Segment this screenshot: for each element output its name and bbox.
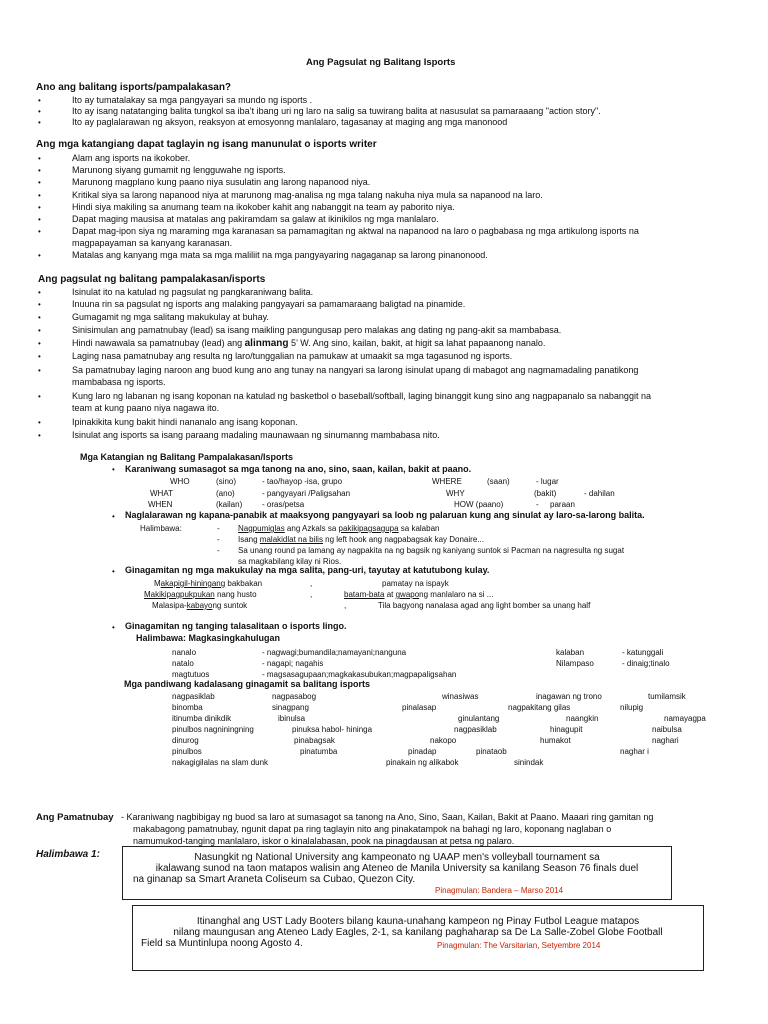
text-fragment: nang husto	[214, 590, 257, 599]
list-item: Hindi siya makiling sa anumang team na ikokober kahit ang nabanggit na team ay paborito niya.	[72, 202, 455, 212]
synonym-cell: nanalo	[172, 648, 197, 657]
katangian-item-4: Ginagamitan ng tanging talasalitaan o isports lingo.	[125, 621, 347, 631]
synonym-cell: natalo	[172, 659, 194, 668]
emphasis-word: alinmang	[244, 338, 289, 349]
verb-cell: dinurog	[172, 736, 199, 745]
verb-cell: nagpasiklab	[172, 692, 215, 701]
wh-cell: WHEN	[148, 500, 173, 509]
underlined-word: gwapo	[395, 590, 420, 599]
bullet-icon: •	[38, 392, 41, 401]
katangian-item-2: Naglalarawan ng kapana-panabik at maaksyong pangyayari sa loob ng palaruan kung ang sinulat ay laro-sa-larong balita.	[125, 510, 645, 520]
list-item: Alam ang isports na ikokober.	[72, 153, 191, 163]
text-fragment: Isang	[238, 535, 260, 544]
verb-cell: nakagigilalas na slam dunk	[172, 758, 269, 767]
bullet-icon: •	[38, 96, 41, 105]
synonym-cell: magtutuos	[172, 670, 210, 679]
list-item: Ipinakikita kung bakit hindi nananalo ang isang koponan.	[72, 417, 298, 427]
verb-cell: sinagpang	[272, 703, 309, 712]
list-item-continued: team at kung paano niya nagawa ito.	[72, 403, 220, 413]
list-item: Kritikal siya sa larong napanood niya at marunong mag-analisa ng mga talang nakuha niya mula sa napanood na laro.	[72, 190, 543, 200]
list-item: Dapat mag-ipon siya ng maraming mga karanasan sa pamamagitan ng aktwal na napanood na laro o pagbabasa ng mga artikulong isports na	[72, 226, 639, 236]
bullet-icon: •	[38, 107, 41, 116]
verb-cell: naghari	[652, 736, 679, 745]
bullet-icon: •	[38, 191, 41, 200]
underlined-word: malakidlat na bilis	[259, 535, 323, 544]
bullet-icon: •	[112, 623, 115, 632]
bullet-icon: •	[38, 366, 41, 375]
katangian-heading: Mga Katangian ng Balitang Pampalakasan/Isports	[80, 452, 294, 462]
bullet-icon: •	[38, 288, 41, 297]
text-fragment: ng manlalaro na si ...	[419, 590, 494, 599]
section2-heading: Ang mga katangiang dapat taglayin ng isang manunulat o isports writer	[36, 139, 377, 150]
bullet-icon: •	[38, 431, 41, 440]
colorful-phrase	[154, 578, 262, 589]
bullet-icon: •	[38, 203, 41, 212]
source-credit: Pinagmulan: Bandera – Marso 2014	[435, 886, 564, 895]
pamatnubay-line: - Karaniwang nagbibigay ng buod sa laro at sumasagot sa tanong na Ano, Sino, Saan, Kailan, Bakit at Paano. Maaari ring gamitan ng	[121, 812, 654, 822]
underlined-word: batam-bata	[344, 590, 385, 599]
synonym-cell: Nilampaso	[556, 659, 594, 668]
page-title: Ang Pagsulat ng Balitang Isports	[306, 57, 456, 68]
text-fragment: ang Azkals sa	[284, 524, 339, 533]
colorful-phrase	[144, 589, 257, 600]
verb-cell: pinuksa habol- hininga	[292, 725, 373, 734]
underlined-word: pakikipagsagupa	[338, 524, 399, 533]
verb-cell: nakopo	[430, 736, 457, 745]
verb-cell: pinadap	[408, 747, 437, 756]
bullet-icon: •	[38, 326, 41, 335]
verb-cell: ibinulsa	[278, 714, 306, 723]
synonym-cell: kalaban	[556, 648, 585, 657]
verb-cell: winasiwas	[442, 692, 479, 701]
colorful-phrase: Tila bagyong nanalasa agad ang light bomber sa unang half	[378, 601, 591, 610]
pandiwa-heading: Mga pandiwang kadalasang ginagamit sa balitang isports	[124, 679, 371, 689]
wh-cell: WHERE	[432, 477, 462, 486]
bullet-icon: •	[38, 300, 41, 309]
bullet-icon: •	[38, 227, 41, 236]
list-item-continued: mambabasa ng isports.	[72, 377, 166, 387]
wh-cell: (bakit)	[534, 489, 557, 498]
bullet-icon: •	[38, 166, 41, 175]
wh-cell: paraan	[550, 500, 575, 509]
wh-cell: (saan)	[487, 477, 510, 486]
bullet-icon: •	[38, 251, 41, 260]
list-item: Ito ay tumatalakay sa mga pangyayari sa mundo ng isports .	[72, 95, 313, 105]
verb-cell: pinataob	[476, 747, 507, 756]
verb-cell: naangkin	[566, 714, 599, 723]
example-line	[238, 534, 484, 545]
comma: ,	[310, 590, 313, 599]
text-fragment: at	[384, 590, 396, 599]
list-item: Kung laro ng labanan ng isang koponan na katulad ng basketbol o baseball/softball, laging binanggit kung sino ang nagpapanalo sa nabanggit na	[72, 391, 651, 401]
verb-cell: pinulbos nagniningning	[172, 725, 254, 734]
underlined-word: akapigil-hiningang	[160, 579, 226, 588]
pamatnubay-line: makabagong pamatnubay, ngunit dapat pa ring taglayin nito ang pinakatampok na bahagi ng laro, koponang naglaban o	[133, 824, 612, 834]
list-item-text: 5’ W. Ang sino, kailan, bakit, at higit sa lahat papaanong nanalo.	[291, 338, 546, 348]
comma: ,	[310, 579, 313, 588]
text-fragment: M	[154, 579, 161, 588]
colorful-phrase	[152, 600, 247, 611]
example-text: Nasungkit ng National University ang kampeonato ng UAAP men's volleyball tournament sa	[194, 852, 600, 863]
dash-icon: -	[217, 524, 220, 533]
pamatnubay-line: namumukod-tanging manlalaro, iskor o kinalalabasan, pook na pinagdausan at petsa ng palaro.	[133, 836, 515, 846]
list-item: Sa pamatnubay laging naroon ang buod kung ano ang tunay na nangyari sa larong isinulat upang di mabagot ang nagmamadaling panatikong	[72, 365, 639, 375]
list-item: Gumagamit ng mga salitang makukulay at buhay.	[72, 312, 269, 322]
synonym-cell: - nagwagi;bumandila;namayani;nanguna	[262, 648, 407, 657]
list-item: Marunong magplano kung paano niya susulatin ang larong napanood niya.	[72, 177, 371, 187]
wh-cell: - dahilan	[584, 489, 615, 498]
underlined-word: Makikipagpukpukan	[144, 590, 215, 599]
verb-cell: namayagpa	[664, 714, 706, 723]
example-text: nilang maungusan ang Ateneo Lady Eagles, 2-1, sa kanilang paghaharap sa De La Salle-Zobel Globe Football	[173, 927, 663, 938]
synonym-cell: - katunggali	[622, 648, 664, 657]
wh-cell: (kailan)	[216, 500, 243, 509]
text-fragment: ng left hook ang nagpabagsak kay Donaire...	[322, 535, 484, 544]
bullet-icon: •	[112, 465, 115, 474]
text-fragment: bakbakan	[225, 579, 263, 588]
list-item: Marunong siyang gumamit ng lengguwahe ng isports.	[72, 165, 286, 175]
verb-cell: sinindak	[514, 758, 544, 767]
verb-cell: nagpasiklab	[454, 725, 497, 734]
verb-cell: binomba	[172, 703, 203, 712]
text-fragment: ng suntok	[212, 601, 248, 610]
synonym-cell: - dinaig;tinalo	[622, 659, 670, 668]
verb-cell: tumilamsik	[648, 692, 686, 701]
verb-cell: pinakain ng alikabok	[386, 758, 459, 767]
text-fragment: sa kalaban	[398, 524, 440, 533]
example-line	[238, 523, 439, 534]
example-line-continued: sa magkabilang kilay ni Rios.	[238, 557, 342, 566]
list-item	[72, 338, 545, 349]
wh-cell: WHO	[170, 477, 190, 486]
example-text: na ginanap sa Smart Araneta Coliseum sa Cubao, Quezon City.	[133, 874, 416, 885]
list-item: Laging nasa pamatnubay ang resulta ng laro/tunggalian na pamukaw at umaakit sa mga tagasunod ng isports.	[72, 351, 513, 361]
list-item: Ito ay paglalarawan ng aksyon, reaksyon at emosyonng manlalaro, tagasanay at maging ang mga manonood	[72, 117, 508, 127]
bullet-icon: •	[38, 418, 41, 427]
example-label: Halimbawa 1:	[36, 849, 100, 860]
verb-cell: nilupig	[620, 703, 644, 712]
bullet-icon: •	[112, 512, 115, 521]
wh-cell: (ano)	[216, 489, 235, 498]
verb-cell: pinabagsak	[294, 736, 335, 745]
verb-cell: pinatumba	[300, 747, 338, 756]
bullet-icon: •	[38, 118, 41, 127]
text-fragment: Malasipa-	[152, 601, 187, 610]
verb-cell: ginulantang	[458, 714, 500, 723]
verb-cell: pinulbos	[172, 747, 202, 756]
list-item-continued: magpapayaman sa kanyang karanasan.	[72, 238, 233, 248]
list-item-text: Hindi nawawala sa pamatnubay (lead) ang	[72, 338, 243, 348]
halimbawa-subheading: Halimbawa: Magkasingkahulugan	[136, 633, 281, 643]
verb-cell: nagpasabog	[272, 692, 317, 701]
pamatnubay-label: Ang Pamatnubay	[36, 812, 114, 823]
example-text: Itinanghal ang UST Lady Booters bilang kauna-unahang kampeon ng Pinay Futbol League matapos	[196, 916, 640, 927]
verb-cell: naibulsa	[652, 725, 682, 734]
bullet-icon: •	[38, 215, 41, 224]
example-line: Sa unang round pa lamang ay nagpakita na ng bagsik ng kaniyang suntok si Pacman na nagresulta ng sugat	[238, 546, 625, 555]
list-item: Isinulat ito na katulad ng pagsulat ng pangkaraniwang balita.	[72, 287, 314, 297]
wh-cell: - oras/petsa	[262, 500, 305, 509]
example-text: Field sa Muntinlupa noong Agosto 4.	[141, 938, 303, 949]
source-credit: Pinagmulan: The Varsitarian, Setyembre 2014	[437, 941, 601, 950]
verb-cell: humakot	[540, 736, 571, 745]
katangian-item-3: Ginagamitan ng mga makukulay na mga salita, pang-uri, tayutay at katutubong kulay.	[125, 565, 490, 575]
halimbawa-label: Halimbawa:	[140, 524, 182, 533]
bullet-icon: •	[112, 567, 115, 576]
verb-cell: pinalasap	[402, 703, 437, 712]
dash-icon: -	[217, 546, 220, 555]
list-item: Isinulat ang isports sa isang paraang madaling maunawaan ng sinumanng mambabasa nito.	[72, 430, 440, 440]
example-text: ikalawang sunod na taon matapos walisin ang Ateneo de Manila University sa kanilang Season 76 finals duel	[155, 863, 639, 874]
wh-cell: - lugar	[536, 477, 559, 486]
bullet-icon: •	[38, 154, 41, 163]
verb-cell: hinagupit	[550, 725, 583, 734]
katangian-item-1: Karaniwang sumasagot sa mga tanong na ano, sino, saan, kailan, bakit at paano.	[125, 464, 472, 474]
verb-cell: inagawan ng trono	[536, 692, 602, 701]
verb-cell: nagpakitang gilas	[508, 703, 571, 712]
list-item: Dapat maging mausisa at matalas ang pakiramdam sa galaw at ikinikilos ng mga manlalaro.	[72, 214, 439, 224]
wh-cell: -	[536, 500, 539, 509]
verb-cell: naghar i	[620, 747, 649, 756]
list-item: Sinisimulan ang pamatnubay (lead) sa isang maikling pangungusap pero malakas ang dating ng pang-akit sa mambabasa.	[72, 325, 562, 335]
wh-cell: HOW (paano)	[454, 500, 504, 509]
bullet-icon: •	[38, 313, 41, 322]
bullet-icon: •	[38, 339, 41, 348]
comma: ,	[344, 601, 347, 610]
list-item: Inuuna rin sa pagsulat ng isports ang malaking pangyayari sa pamamaraang baligtad na pinamide.	[72, 299, 466, 309]
bullet-icon: •	[38, 352, 41, 361]
colorful-phrase: pamatay na ispayk	[382, 579, 449, 588]
synonym-cell: - magsasagupaan;magkakasubukan;magpapaligsahan	[262, 670, 457, 679]
section1-heading: Ano ang balitang isports/pampalakasan?	[36, 82, 232, 93]
synonym-cell: - nagapi; nagahis	[262, 659, 324, 668]
bullet-icon: •	[38, 178, 41, 187]
underlined-word: kabayo	[186, 601, 213, 610]
wh-cell: WHAT	[150, 489, 173, 498]
example-box-2	[132, 905, 704, 971]
colorful-phrase	[344, 589, 493, 600]
verb-cell: itinumba dinikdik	[172, 714, 232, 723]
list-item: Matalas ang kanyang mga mata sa mga maliliit na mga pangyayaring nagaganap sa larong pinanonood.	[72, 250, 488, 260]
section3-heading: Ang pagsulat ng balitang pampalakasan/isports	[38, 274, 266, 285]
dash-icon: -	[217, 535, 220, 544]
underlined-word: Nagpumiglas	[238, 524, 285, 533]
wh-cell: WHY	[446, 489, 465, 498]
wh-cell: - tao/hayop -isa, grupo	[262, 477, 343, 486]
example-box-1	[122, 846, 672, 900]
wh-cell: - pangyayari /Paligsahan	[262, 489, 351, 498]
list-item: Ito ay isang natatanging balita tungkol sa iba’t ibang uri ng laro na salig sa tuwirang balita at nasusulat sa pamaraaang "action story".	[72, 106, 601, 116]
wh-cell: (sino)	[216, 477, 237, 486]
